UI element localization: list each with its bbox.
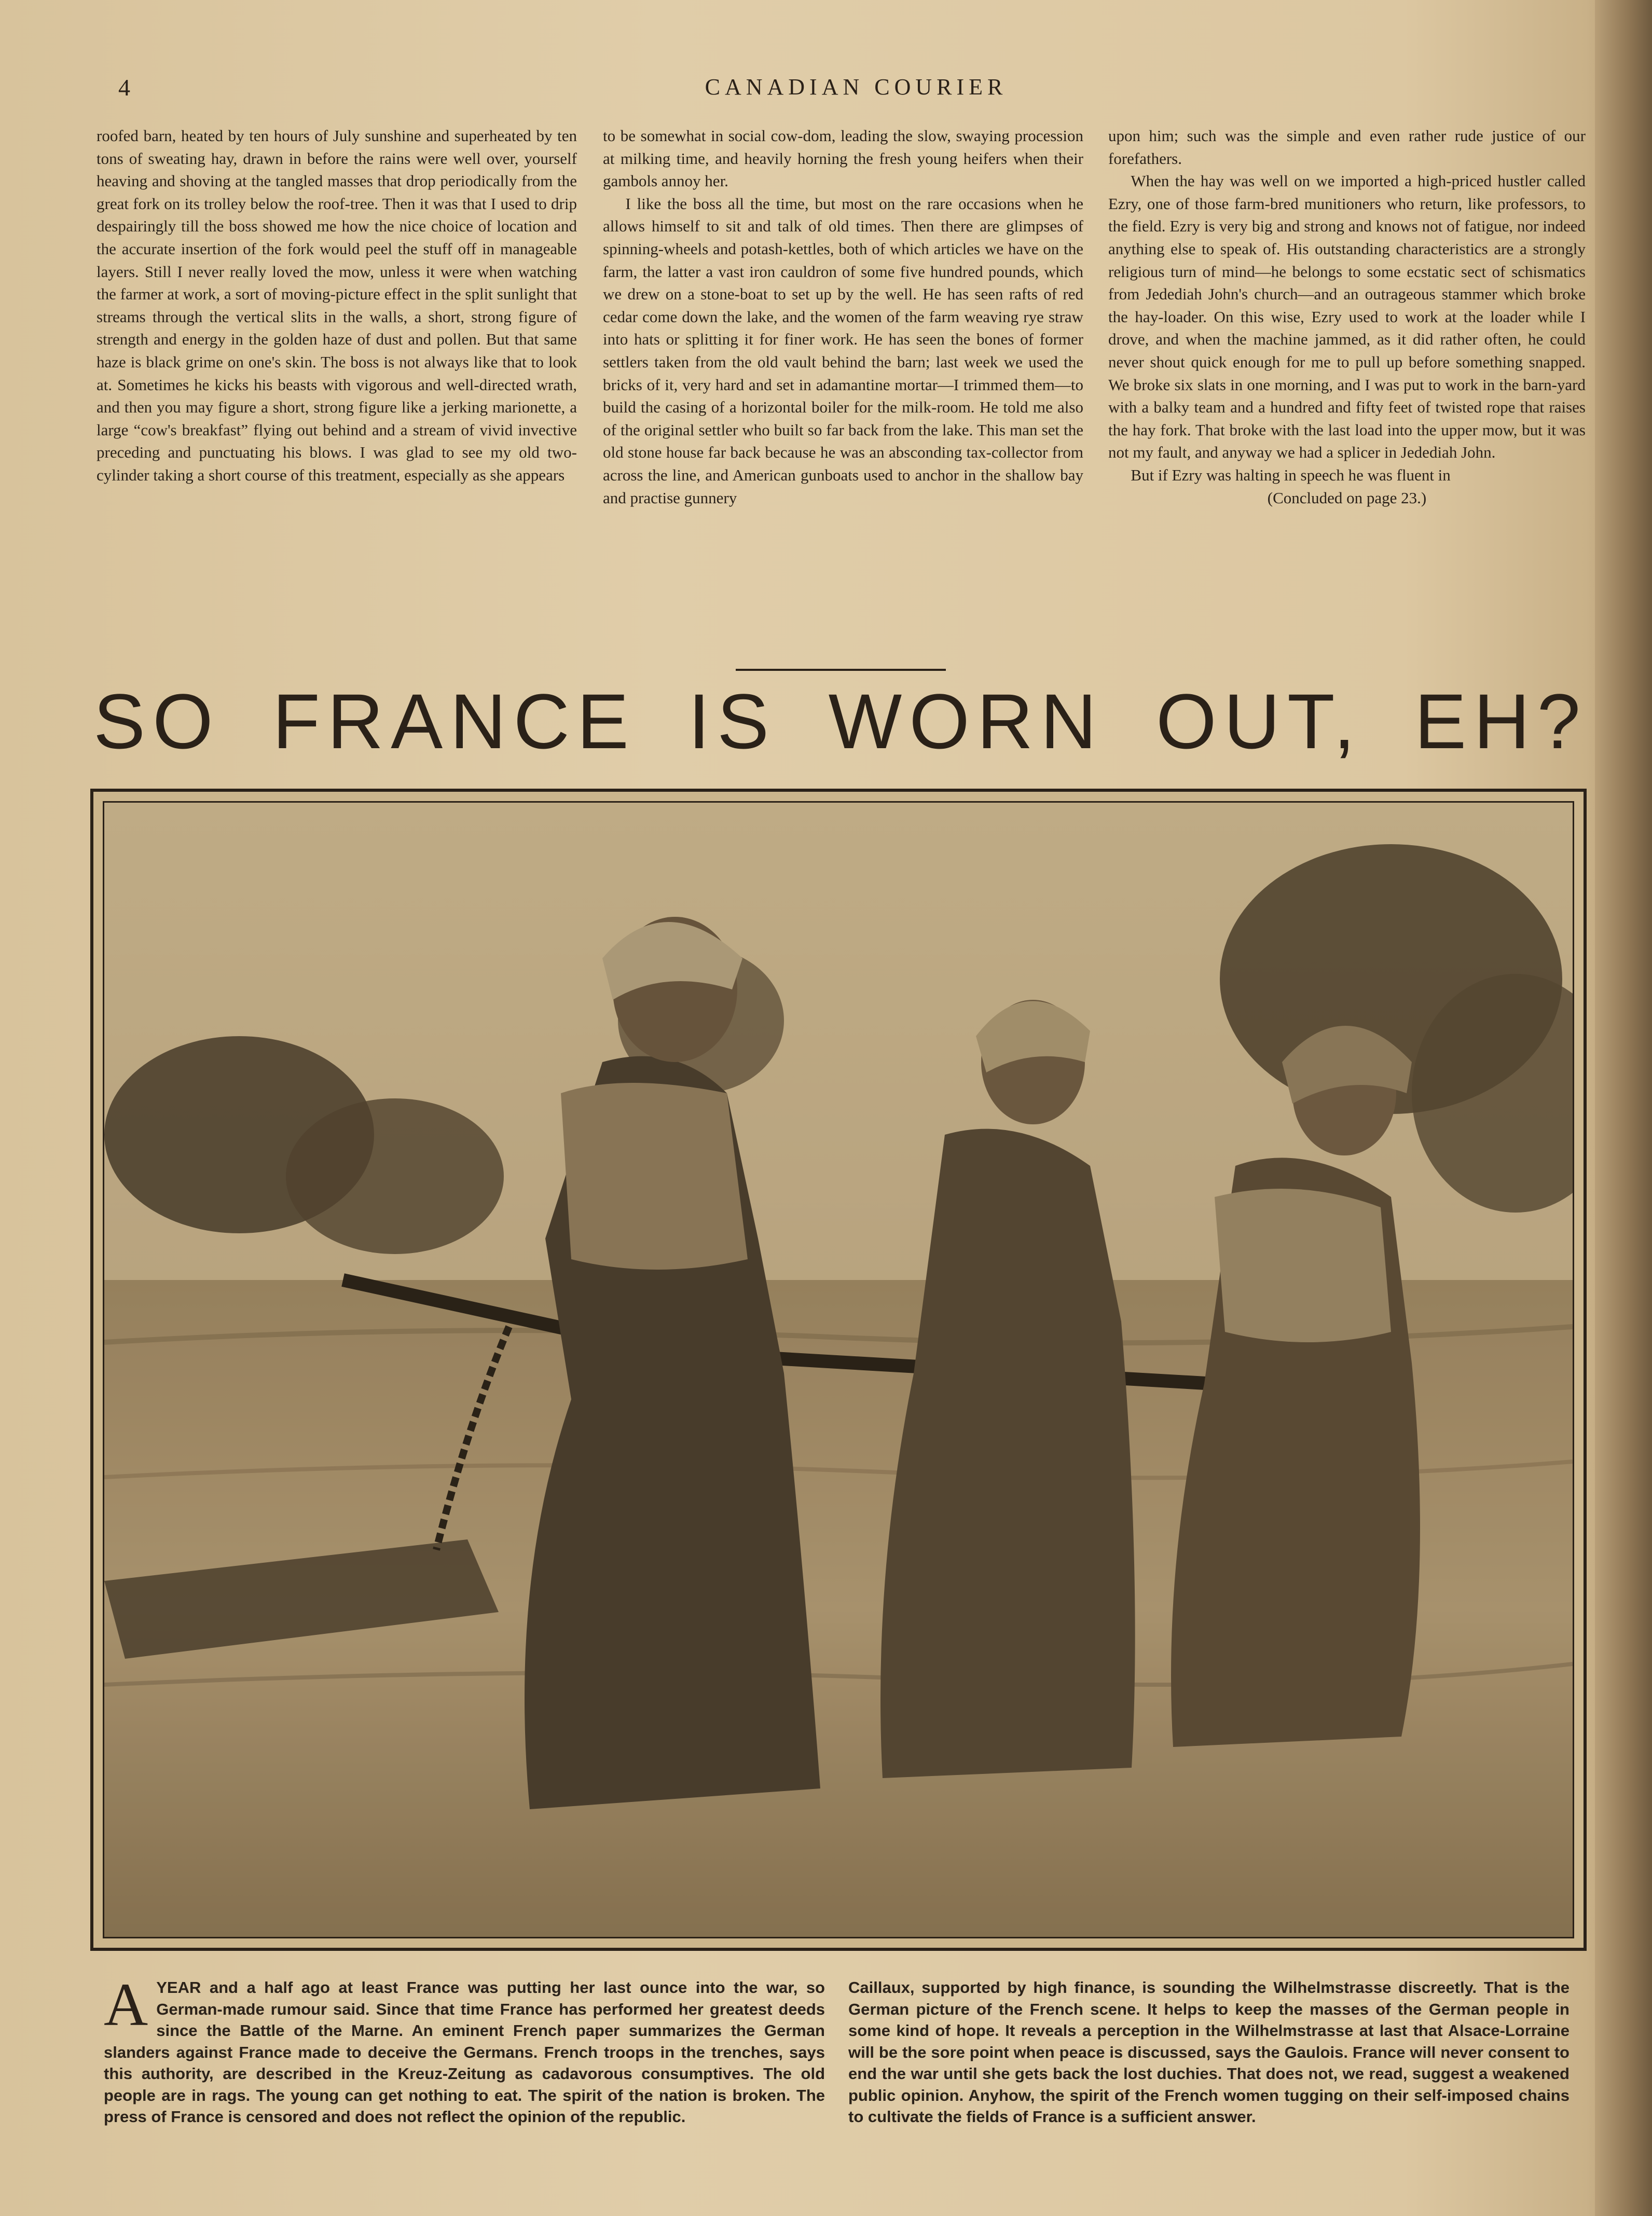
caption-column-1 [104, 1971, 825, 2174]
section-divider [736, 669, 946, 671]
caption-column-2 [848, 1977, 1570, 2174]
photo-illustration [104, 803, 1573, 1937]
article-headline: SO FRANCE IS WORN OUT, EH? [93, 678, 1588, 765]
drop-cap: A [104, 1971, 148, 2039]
story-paragraph: But if Ezry was halting in speech he was fluent in [1131, 465, 1451, 484]
photo-frame [90, 789, 1587, 1951]
photograph-women-pulling-plough [103, 801, 1574, 1938]
caption-text: Caillaux, supported by high finance, is sounding the Wilhelmstrasse discreetly. That is the German picture of the French scene. It helps to keep the masses of the German people in some kind of hope. It reveals a perception in the Wilhelmstrasse at last that Alsace-Lorraine will be the sore point when peace is discussed, says the Gaulois. France will never consent to end the war until she gets back the lost duchies. That does not, we read, suggest a weakened public opinion. Anyhow, the spirit of the French women tugging on their self-imposed chains to cultivate the fields of France is a sufficient answer. [848, 1978, 1570, 2126]
story-column-1 [97, 125, 577, 649]
continued-notice: (Concluded on page 23.) [1267, 488, 1427, 507]
story-paragraph: When the hay was well on we imported a high-priced hustler called Ezry, one of those farm-bred munitioners who return, like professors, to the field. Ezry is very big and strong and knows not of fatigue, nor indeed anything else to speak of. His outstanding characteristics are a strongly religious turn of mind—he belongs to some ecstatic sect of schismatics from Jedediah John's church—and an outrageous stammer which broke the hay-loader. On this wise, Ezry used to work at the loader while I drove, and when the machine jammed, as it did rather often, he could never shout quick enough for me to pull up before something snapped. We broke six slats in one morning, and I was put to work in the barn-yard with a balky team and a hundred and fifty feet of twisted rope that raises the hay fork. That broke with the last load into the upper mow, but it was not my fault, and anyway we had a splicer in Jedediah John. [1108, 172, 1586, 462]
story-paragraph: to be somewhat in social cow-dom, leading the slow, swaying procession at milking time, and heavily horning the fresh young heifers when their gambols annoy her. [603, 127, 1083, 190]
page-number: 4 [118, 74, 131, 101]
story-paragraph: I like the boss all the time, but most on the rare occasions when he allows himself to sit and talk of old times. Then there are glimpses of spinning-wheels and potash-kettles, both of which articles we have on the farm, the latter a vast iron cauldron of some five hundred pounds, which we drew on a stone-boat to set up by the well. He has seen rafts of red cedar come down the lake, and the women of the farm weaving rye straw into hats or splitting it for finer work. He has seen the bones of former settlers taken from the old vault behind the barn; last week we used the bricks of it, very hard and set in adamantine mortar—I trimmed them—to build the casing of a horizontal boiler for the milk-room. He told me also of the original settler who built so far back from the lake. This man set the old stone house far back because he was an absconding tax-collector from across the line, and American gunboats used to anchor in the shallow bay and practise gunnery [603, 194, 1083, 507]
story-paragraph: roofed barn, heated by ten hours of July sunshine and superheated by ten tons of sweating hay, drawn in before the rains were well over, yourself heaving and shoving at the tangled masses that drop periodically from the great fork on its trolley below the roof-tree. Then it was that I used to drip despairingly till the boss showed me how the nice choice of location and the accurate insertion of the fork would peel the stuff off in manageable layers. Still I never really loved the mow, unless it were when watching the farmer at work, a sort of moving-picture effect in the split sunlight that streams through the vertical slits in the walls, a short, strong figure of strength and energy in the golden haze of dust and pollen. But that same haze is black grime on one's skin. The boss is not always like that to look at. Sometimes he kicks his beasts with vigorous and well-directed wrath, and then you may figure a short, strong figure like a jerking marionette, a large “cow's breakfast” flying out behind and a stream of vivid invective preceding and punctuating his blows. I was glad to see my old two-cylinder taking a short course of this treatment, especially as she appears [97, 127, 577, 484]
caption-text: YEAR and a half ago at least France was putting her last ounce into the war, so German-made rumour said. Since that time France has performed her greatest deeds since the Battle of the Marne. An eminent French paper summarizes the German slanders against France made to deceive the Germans. French troops in the trenches, says this authority, are described in the Kreuz-Zeitung as cadavorous consumptives. The old people are in rags. The young can get nothing to eat. The spirit of the nation is broken. The press of France is censored and does not reflect the opinion of the republic. [104, 1978, 825, 2126]
story-paragraph: upon him; such was the simple and even rather rude justice of our forefathers. [1108, 127, 1586, 168]
page-spine-shadow [1595, 0, 1652, 2216]
story-column-3 [1108, 125, 1586, 649]
story-column-2 [603, 125, 1083, 649]
running-head: CANADIAN COURIER [705, 74, 1008, 100]
